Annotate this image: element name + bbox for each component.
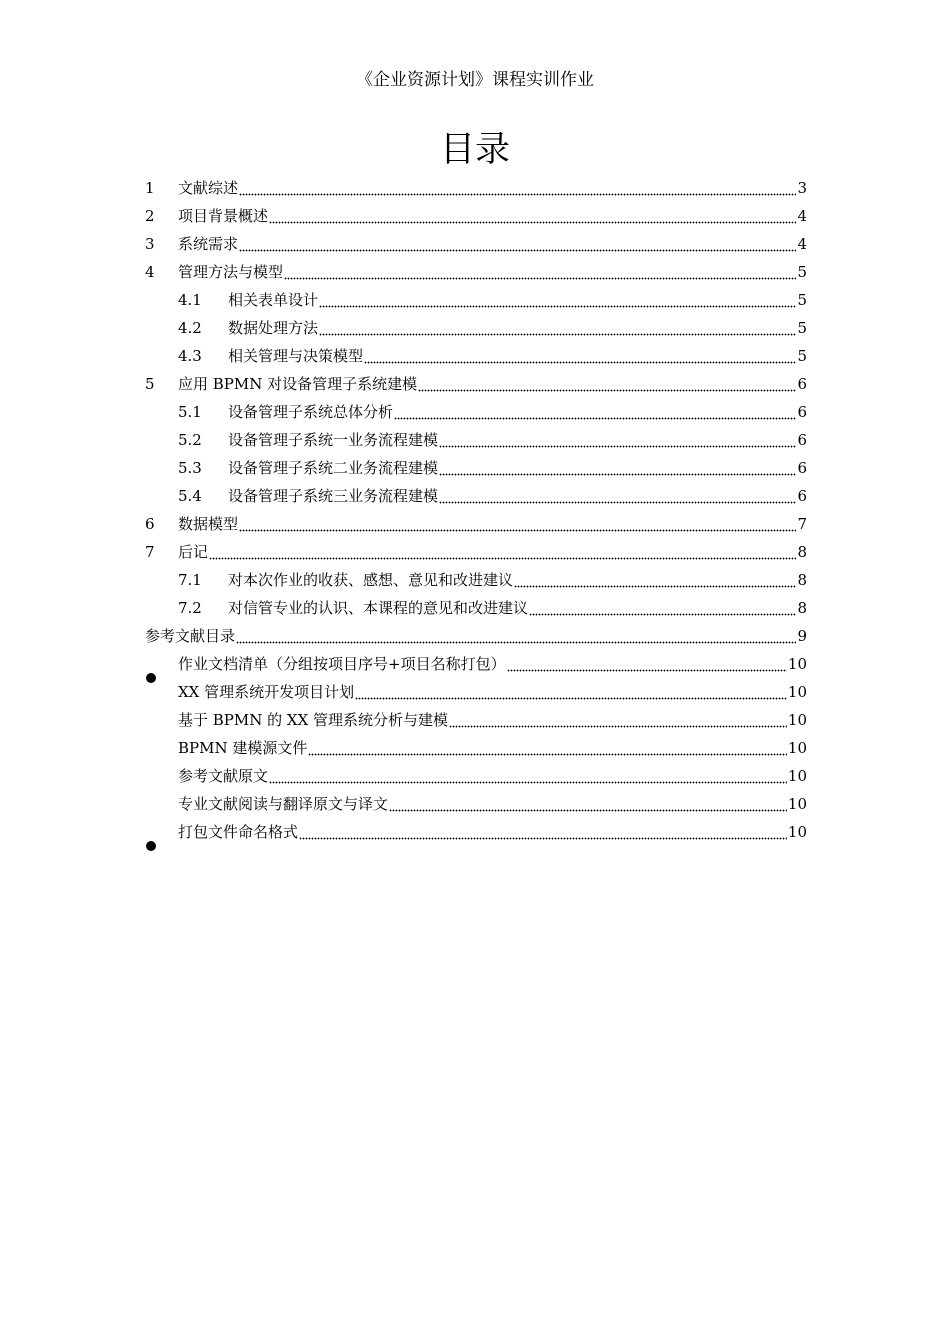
toc-entry-page: 5: [797, 291, 807, 309]
toc-entry-label: 参考文献原文: [178, 767, 269, 785]
page-header: 《企业资源计划》课程实训作业: [356, 70, 594, 90]
dot-leader: [449, 706, 787, 734]
dot-leader: [355, 678, 787, 706]
toc-subentry[interactable]: [145, 678, 807, 706]
toc-subentry[interactable]: [145, 482, 807, 510]
dot-leader: [308, 734, 787, 762]
toc-entry-number: 4.1: [178, 291, 202, 309]
toc-entry-label: 相关表单设计: [228, 291, 319, 309]
toc-entry[interactable]: [145, 370, 807, 398]
toc-bullet-entry[interactable]: [145, 650, 807, 678]
toc-entry-label: 文献综述: [178, 179, 239, 197]
dot-leader: [514, 566, 796, 594]
toc-entry-label: 设备管理子系统总体分析: [228, 403, 394, 421]
toc-entry-label: 对本次作业的收获、感想、意见和改进建议: [228, 571, 514, 589]
toc-entry-label: 数据模型: [178, 515, 239, 533]
table-of-contents: [145, 174, 807, 846]
dot-leader: [239, 510, 796, 538]
toc-entry-number: 1: [145, 179, 155, 197]
toc-entry-page: 10: [787, 823, 807, 841]
toc-entry-label: 数据处理方法: [228, 319, 319, 337]
toc-subentry[interactable]: [145, 594, 807, 622]
toc-entry-page: 5: [797, 263, 807, 281]
dot-leader: [439, 426, 796, 454]
toc-entry-number: 4.2: [178, 319, 202, 337]
toc-entry-label: 项目背景概述: [178, 207, 269, 225]
toc-entry-page: 4: [797, 207, 807, 225]
toc-entry-number: 2: [145, 207, 155, 225]
toc-entry-page: 4: [797, 235, 807, 253]
toc-entry-page: 6: [797, 431, 807, 449]
toc-entry-number: 7.1: [178, 571, 202, 589]
toc-entry-page: 8: [797, 571, 807, 589]
toc-subentry[interactable]: [145, 734, 807, 762]
dot-leader: [439, 482, 796, 510]
toc-entry-page: 8: [797, 543, 807, 561]
dot-leader: [299, 818, 787, 846]
toc-entry[interactable]: [145, 538, 807, 566]
toc-entry-page: 10: [787, 795, 807, 813]
toc-entry-number: 5.1: [178, 403, 202, 421]
dot-leader: [269, 202, 796, 230]
dot-leader: [394, 398, 796, 426]
toc-subentry[interactable]: [145, 790, 807, 818]
toc-entry-number: 3: [145, 235, 155, 253]
dot-leader: [239, 174, 796, 202]
toc-entry-page: 5: [797, 347, 807, 365]
toc-subentry[interactable]: [145, 762, 807, 790]
toc-heading: 目录: [439, 130, 510, 170]
dot-leader: [418, 370, 796, 398]
toc-entry-label: XX 管理系统开发项目计划: [178, 683, 355, 701]
toc-entry-label: 对信管专业的认识、本课程的意见和改进建议: [228, 599, 529, 617]
toc-entry-number: 5.3: [178, 459, 202, 477]
toc-entry-number: 4: [145, 263, 155, 281]
toc-entry[interactable]: [145, 202, 807, 230]
toc-entry-label: 系统需求: [178, 235, 239, 253]
toc-entry-label: 设备管理子系统三业务流程建模: [228, 487, 439, 505]
dot-leader: [529, 594, 796, 622]
toc-entry-label: 专业文献阅读与翻译原文与译文: [178, 795, 389, 813]
toc-subentry[interactable]: [145, 314, 807, 342]
dot-leader: [239, 230, 796, 258]
toc-subentry[interactable]: [145, 454, 807, 482]
toc-entry-label: 管理方法与模型: [178, 263, 284, 281]
dot-leader: [209, 538, 796, 566]
toc-bullet-entry[interactable]: [145, 818, 807, 846]
toc-entry-page: 7: [797, 515, 807, 533]
toc-entry-page: 8: [797, 599, 807, 617]
toc-entry-number: 4.3: [178, 347, 202, 365]
dot-leader: [269, 762, 787, 790]
toc-entry-page: 3: [797, 179, 807, 197]
toc-entry-references[interactable]: [145, 622, 807, 650]
dot-leader: [319, 314, 796, 342]
toc-entry-label: 参考文献目录: [145, 627, 236, 645]
toc-entry-label: 作业文档清单（分组按项目序号+项目名称打包）: [178, 655, 506, 673]
toc-entry-page: 5: [797, 319, 807, 337]
toc-entry-label: 后记: [178, 543, 209, 561]
toc-subentry[interactable]: [145, 706, 807, 734]
toc-entry-label: 设备管理子系统二业务流程建模: [228, 459, 439, 477]
toc-entry-number: 7.2: [178, 599, 202, 617]
toc-entry[interactable]: [145, 510, 807, 538]
toc-entry-label: BPMN 建模源文件: [178, 739, 308, 757]
toc-entry-page: 10: [787, 655, 807, 673]
toc-entry-page: 6: [797, 375, 807, 393]
toc-entry-page: 9: [797, 627, 807, 645]
toc-entry-page: 6: [797, 403, 807, 421]
toc-entry-number: 5: [145, 375, 155, 393]
toc-entry-page: 10: [787, 767, 807, 785]
toc-subentry[interactable]: [145, 426, 807, 454]
dot-leader: [389, 790, 787, 818]
toc-entry-label: 打包文件命名格式: [178, 823, 299, 841]
toc-entry-number: 6: [145, 515, 155, 533]
toc-entry-page: 6: [797, 459, 807, 477]
toc-subentry[interactable]: [145, 286, 807, 314]
toc-entry-page: 6: [797, 487, 807, 505]
toc-entry[interactable]: [145, 230, 807, 258]
toc-entry-page: 10: [787, 711, 807, 729]
toc-entry-page: 10: [787, 739, 807, 757]
toc-entry-number: 7: [145, 543, 155, 561]
toc-subentry[interactable]: [145, 566, 807, 594]
dot-leader: [319, 286, 796, 314]
toc-entry-page: 10: [787, 683, 807, 701]
toc-subentry[interactable]: [145, 398, 807, 426]
dot-leader: [364, 342, 796, 370]
toc-entry-number: 5.2: [178, 431, 202, 449]
toc-entry[interactable]: [145, 258, 807, 286]
dot-leader: [439, 454, 796, 482]
toc-entry-label: 基于 BPMN 的 XX 管理系统分析与建模: [178, 711, 449, 729]
toc-entry-label: 应用 BPMN 对设备管理子系统建模: [178, 375, 418, 393]
dot-leader: [236, 622, 796, 650]
toc-entry-label: 相关管理与决策模型: [228, 347, 364, 365]
toc-subentry[interactable]: [145, 342, 807, 370]
dot-leader: [284, 258, 796, 286]
toc-entry-label: 设备管理子系统一业务流程建模: [228, 431, 439, 449]
toc-entry[interactable]: [145, 174, 807, 202]
toc-entry-number: 5.4: [178, 487, 202, 505]
dot-leader: [507, 650, 787, 678]
